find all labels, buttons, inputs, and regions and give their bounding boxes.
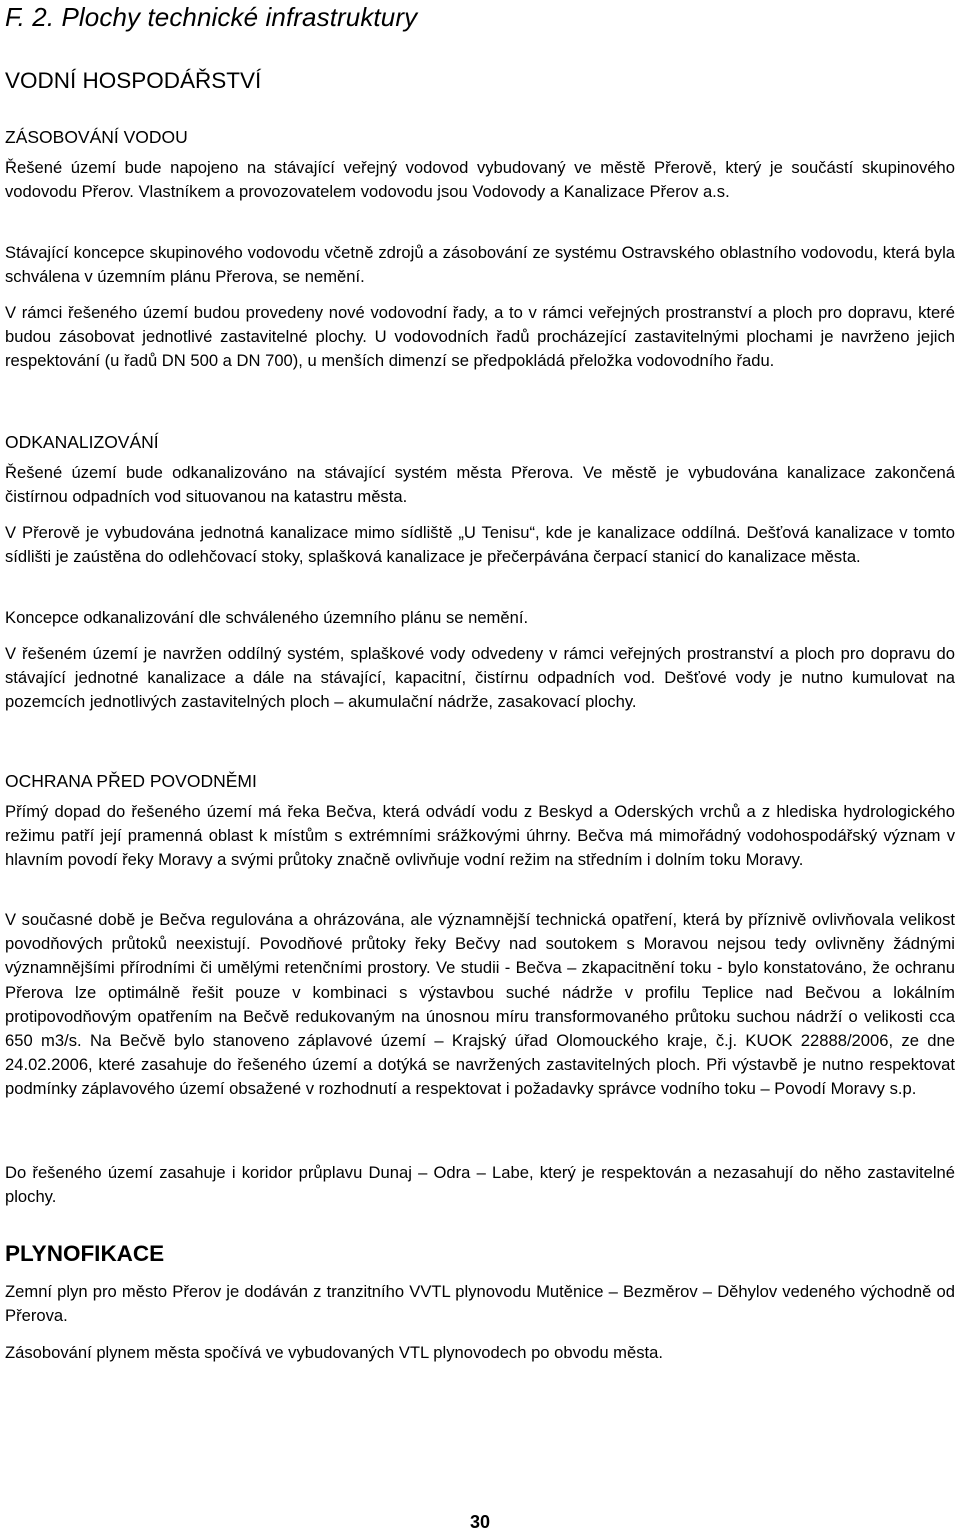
paragraph: V Přerově je vybudována jednotná kanalizace mimo sídliště „U Tenisu“, kde je kanalizace oddílná. Dešťová kanalizace v tomto sídlišti je zaústěna do odlehčovací stoky, splašková kanalizace je přečerpávána čerpací stanicí do kanalizace města. bbox=[5, 523, 955, 567]
page-number: 30 bbox=[469, 1512, 491, 1532]
subsection-heading-water-supply: ZÁSOBOVÁNÍ VODOU bbox=[5, 127, 188, 147]
subsection-heading-flood-protection: OCHRANA PŘED POVODNĚMI bbox=[5, 771, 257, 791]
paragraph: Zásobování plynem města spočívá ve vybudovaných VTL plynovodech po obvodu města. bbox=[5, 1343, 663, 1362]
page-title: F. 2. Plochy technické infrastruktury bbox=[5, 2, 418, 32]
paragraph: Přímý dopad do řešeného území má řeka Bečva, která odvádí vodu z Beskyd a Oderských vrchů a z hlediska hydrologického režimu patří její pramenná oblast k místům s extrémními srážkovými úhrny. Bečva má mimořádný vodohospodářský význam v hlavním povodí řeky Moravy a svými průtoky značně ovlivňuje vodní režim na středním i dolním toku Moravy. bbox=[5, 802, 955, 870]
paragraph: Řešené území bude napojeno na stávající veřejný vodovod vybudovaný ve městě Přerově, který je součástí skupinového vodovodu Přerov. Vlastníkem a provozovatelem vodovodu jsou Vodovody a Kanalizace Přerov a.s. bbox=[5, 158, 955, 202]
section-heading-gas: PLYNOFIKACE bbox=[5, 1241, 165, 1266]
paragraph: V rámci řešeného území budou provedeny nové vodovodní řady, a to v rámci veřejných prostranství a ploch pro dopravu, které budou zásobovat jednotlivé zastavitelné plochy. U vodovodních řadů procházející zastavitelnými plochami je navrženo jejich respektování (u řadů DN 500 a DN 700), u menších dimenzí se předpokládá přeložka vodovodního řadu. bbox=[5, 303, 955, 371]
paragraph: V současné době je Bečva regulována a ohrázována, ale významnější technická opatření, která by příznivě ovlivňovala velikost povodňových průtoků neexistují. Povodňové průtoky řeky Bečvy nad soutokem s Moravou nejsou tedy ovlivněny žádnými významnějšími přírodními či umělými retenčními prostory. Ve studii - Bečva – zkapacitnění toku - bylo konstatováno, že ochranu Přerova lze optimálně řešit pouze v kombinaci s výstavbou suché nádrže v profilu Teplice nad Bečvou a lokálním protipovodňovým opatřením na Bečvě redukovaným na únosnou míru transformovaného průtoku suchou nádrží o velikosti cca 650 m3/s. Na Bečvě bylo stanoveno záplavové území – Krajský úřad Olomouckého kraje, č.j. KUOK 22888/2006, ze dne 24.02.2006, které zasahuje do řešeného území a dotýká se navržených zastavitelných ploch. Při výstavbě je nutno respektovat podmínky záplavového území obsažené v rozhodnutí a respektovat i požadavky správce vodního toku – Povodí Moravy s.p. bbox=[5, 910, 955, 1099]
section-heading-water: VODNÍ HOSPODÁŘSTVÍ bbox=[5, 68, 262, 93]
paragraph: Koncepce odkanalizování dle schváleného územního plánu se nemění. bbox=[5, 608, 529, 627]
subsection-heading-sewerage: ODKANALIZOVÁNÍ bbox=[5, 432, 159, 452]
paragraph: Do řešeného území zasahuje i koridor průplavu Dunaj – Odra – Labe, který je respektován a nezasahují do něho zastavitelné plochy. bbox=[5, 1163, 955, 1207]
paragraph: Řešené území bude odkanalizováno na stávající systém města Přerova. Ve městě je vybudována kanalizace zakončená čistírnou odpadních vod situovanou na katastru města. bbox=[5, 463, 955, 507]
paragraph: Stávající koncepce skupinového vodovodu včetně zdrojů a zásobování ze systému Ostravského oblastního vodovodu, která byla schválena v územním plánu Přerova, se nemění. bbox=[5, 243, 955, 287]
paragraph: V řešeném území je navržen oddílný systém, splaškové vody odvedeny v rámci veřejných prostranství a ploch pro dopravu do stávající jednotné kanalizace a dále na stávající, kapacitní, čistírnu odpadních vod. Dešťové vody je nutno kumulovat na pozemcích jednotlivých zastavitelných ploch – akumulační nádrže, zasakovací plochy. bbox=[5, 644, 955, 712]
paragraph: Zemní plyn pro město Přerov je dodáván z tranzitního VVTL plynovodu Mutěnice – Bezměrov – Děhylov vedeného východně od Přerova. bbox=[5, 1282, 955, 1326]
